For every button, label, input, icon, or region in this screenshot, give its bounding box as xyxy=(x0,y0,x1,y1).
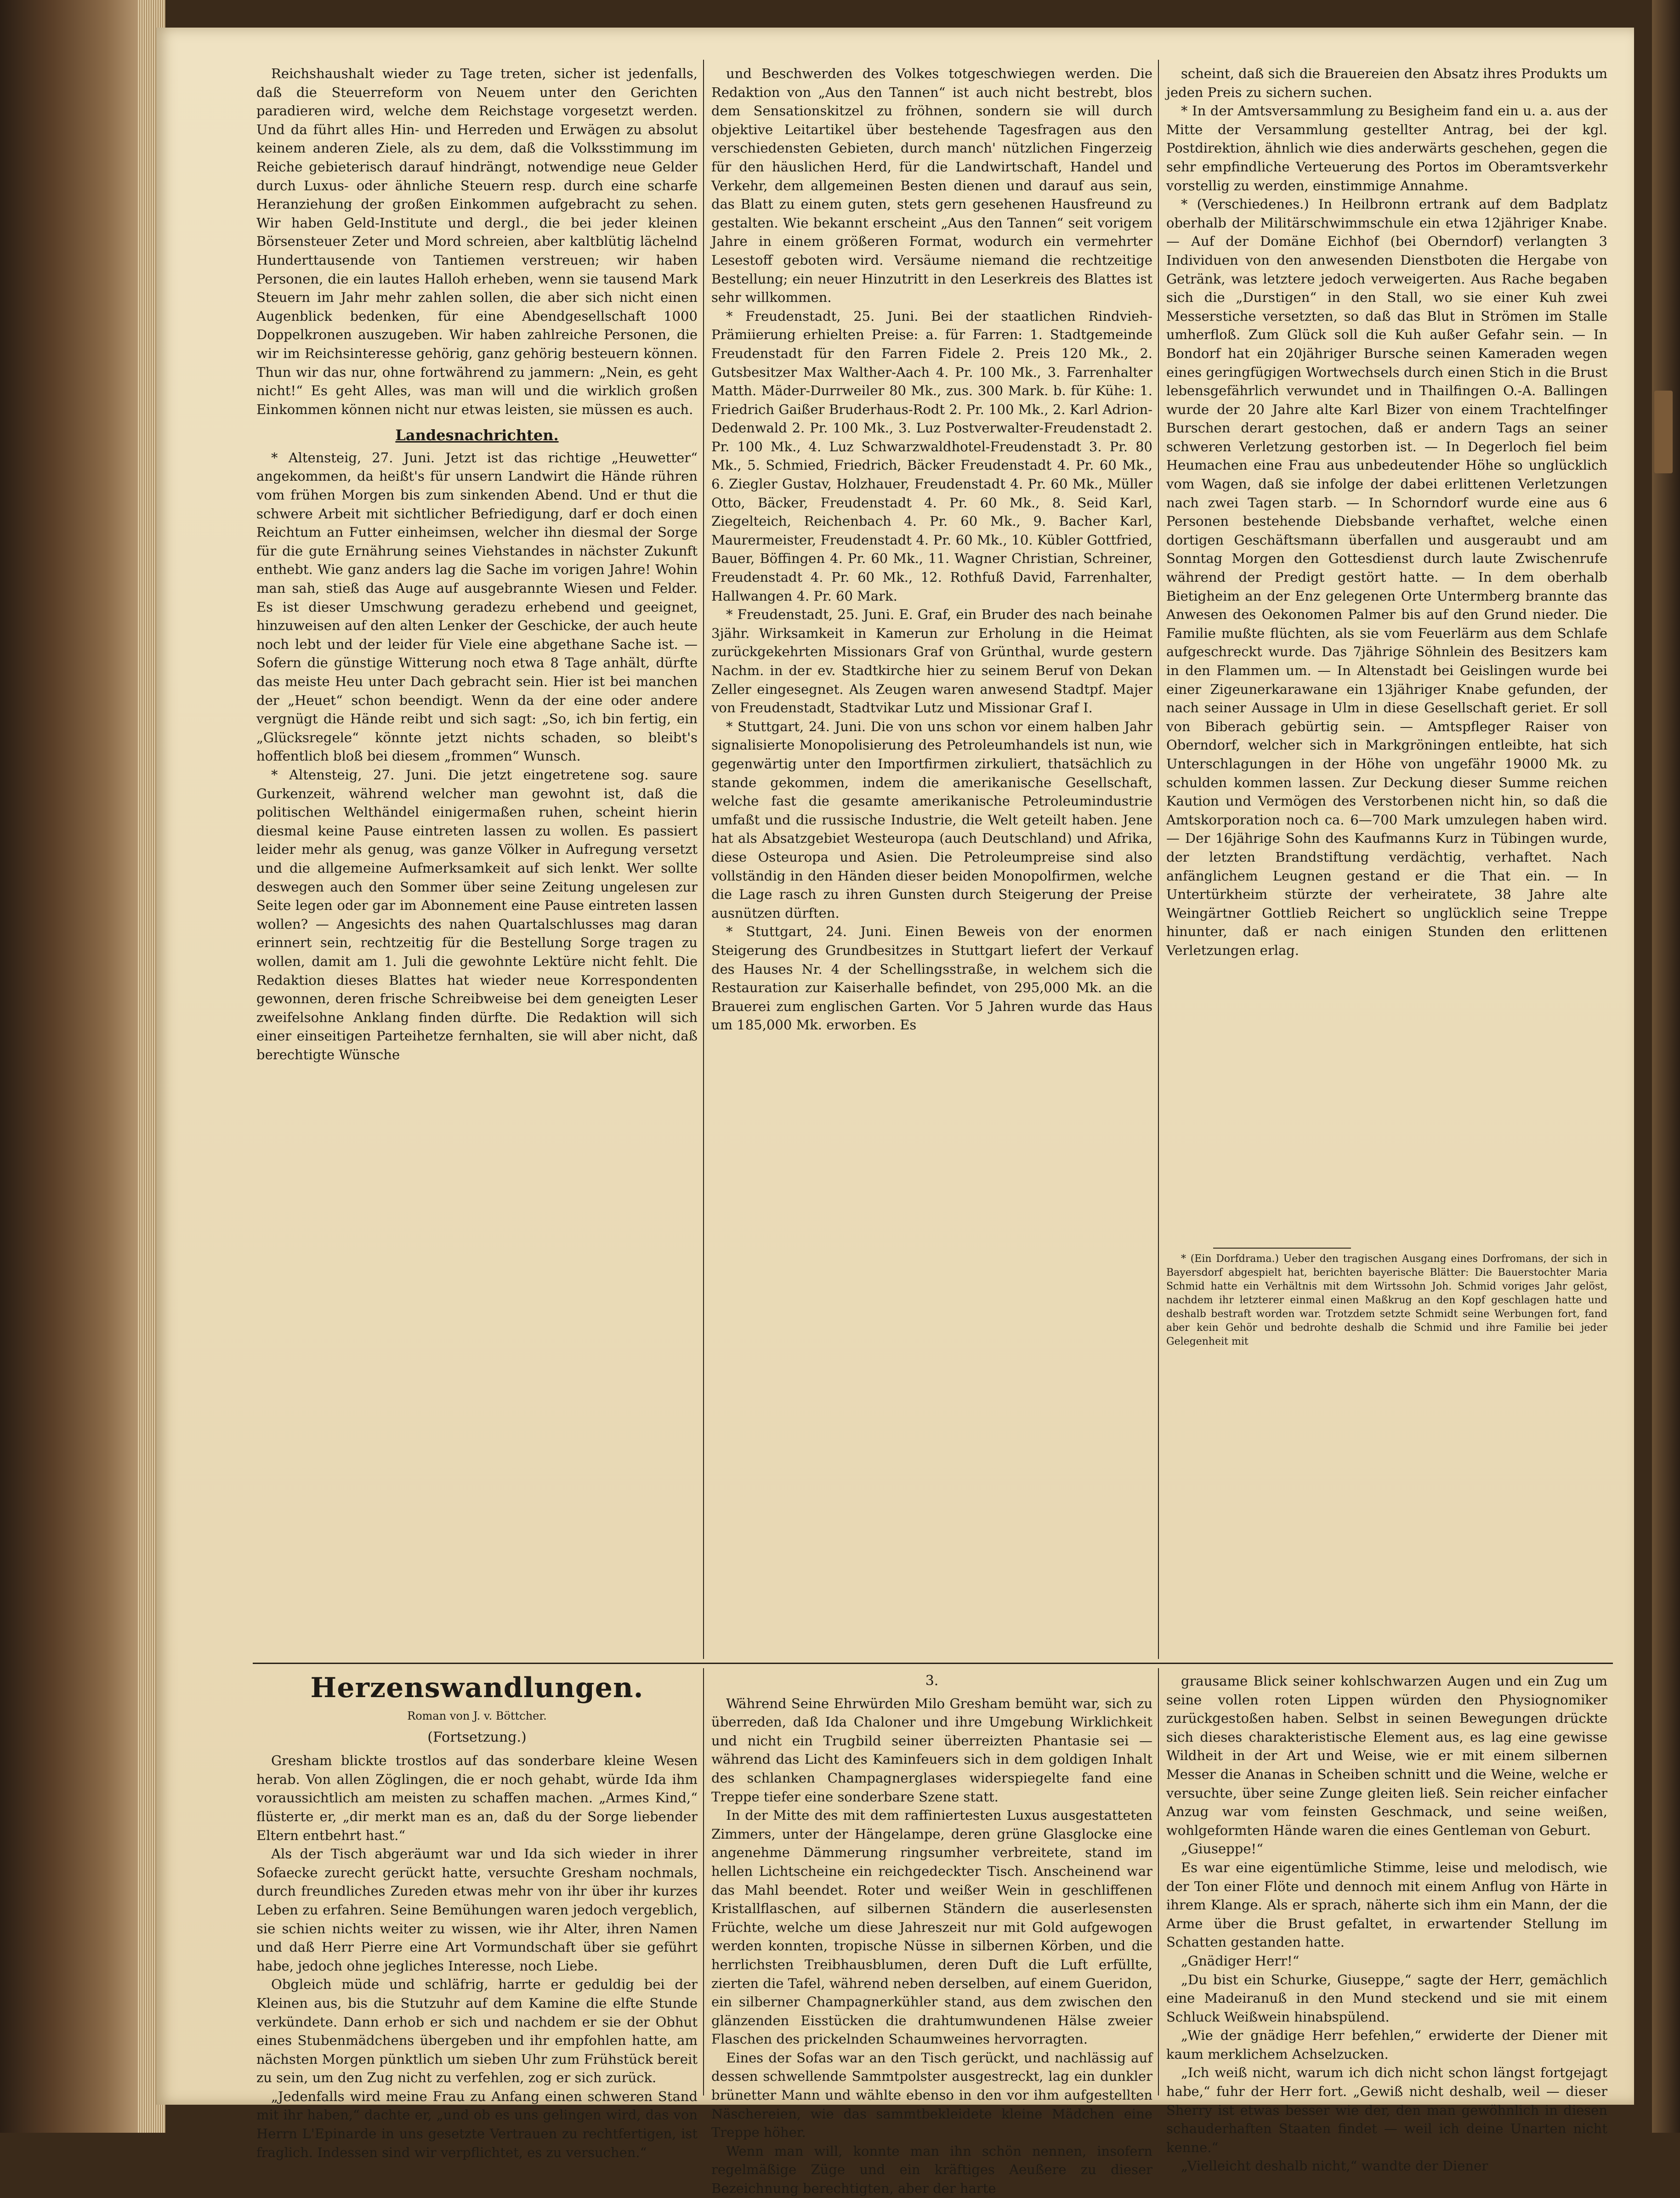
paragraph: Gresham blickte trostlos auf das sonderbare kleine Wesen herab. Von allen Zöglingen, die er noch gehabt, würde Ida ihm voraussichtlich am meisten zu schaffen machen. „Armes Kind,“ flüsterte er, „dir merkt man es an, daß du der Sorge liebender Eltern entbehrt hast.“ xyxy=(256,1753,698,1843)
paragraph: * In der Amtsversammlung zu Besigheim fand ein u. a. aus der Mitte der Versammlung gestellter Antrag, bei der kgl. Postdirektion, ähnlich wie dies anderwärts geschehen, gegen die sehr empfindliche Verteuerung des Portos im Oberamtsverkehr vorstellig zu werden, einstimmige Annahme. xyxy=(1166,103,1607,193)
paragraph: In der Mitte des mit dem raffiniertesten Luxus ausgestatteten Zimmers, unter der Hängelampe, deren grüne Glasglocke eine angenehme Dämmerung ringsumher verbreitete, stand im hellen Lichtscheine ein reichgedeckter Tisch. Anscheinend war das Mahl beendet. Roter und weißer Wein in geschliffenen Kristallflaschen, auf silbernen Ständern die auserlesensten Früchte, welche um diese Jahreszeit nur mit Gold aufgewogen werden konnten, tropische Nüsse in silbernen Körben, und die herrlichsten Treibhausblumen, deren Duft die Luft erfüllte, zierten die Tafel, während neben derselben, auf einem Gueridon, ein silberner Champagnerkühler stand, aus dem zwischen den glänzenden Eisstücken die drahtumwundenen Hälse zweier Flaschen des prickelnden Schaumweines hervorragten. xyxy=(711,1807,1152,2047)
column-rule xyxy=(703,1668,704,2096)
feuilleton-column-3 xyxy=(1166,1672,1607,2174)
paragraph: * Stuttgart, 24. Juni. Einen Beweis von der enormen Steigerung des Grundbesitzes in Stuttgart liefert der Verkauf des Hauses Nr. 4 der Schellingsstraße, in welchem sich die Restauration zur Kaiserhalle befindet, von 295,000 Mk. an die Brauerei zum englischen Garten. Vor 5 Jahren wurde das Haus um 185,000 Mk. erworben. Es xyxy=(711,924,1152,1033)
column-rule xyxy=(1158,60,1159,1659)
news-list-col2 xyxy=(711,64,1152,1034)
paragraph: „Vielleicht deshalb nicht,“ wandte der Diener xyxy=(1181,2158,1488,2174)
paragraph: „Wie der gnädige Herr befehlen,“ erwiderte der Diener mit kaum merklichem Achselzucken. xyxy=(1166,2028,1607,2062)
paragraph: grausame Blick seiner kohlschwarzen Augen und ein Zug um seine vollen roten Lippen würden den Physiognomiker zurückgestoßen haben. Selbst in seinen Bewegungen drückte sich dieses charakteristische Element aus, es lag eine gewisse Wildheit in der Art und Weise, wie er mit einem silbernen Messer die Ananas in Scheiben schnitt und die Weine, welche er versuchte, über seine Zunge gleiten ließ. Sein reicher einfacher Anzug war vom feinsten Geschmack, und seine weißen, wohlgeformten Hände waren die eines Gentleman von Geburt. xyxy=(1166,1673,1607,1838)
paragraph: * Freudenstadt, 25. Juni. E. Graf, ein Bruder des nach beinahe 3jähr. Wirksamkeit in Kamerun zur Erholung in die Heimat zurückgekehrten Missionars Graf von Grünthal, wurde gestern Nachm. in der ev. Stadtkirche hier zu seinem Beruf von Dekan Zeller eingesegnet. Als Zeugen waren anwesend Stadtpf. Majer von Freudenstadt, Stadtvikar Lutz und Missionar Graf I. xyxy=(711,607,1152,716)
chapter-number: 3. xyxy=(925,1673,939,1689)
continuation-note: (Fortsetzung.) xyxy=(427,1729,527,1745)
novel-byline: Roman von J. v. Böttcher. xyxy=(407,1710,547,1722)
footnote-dorfdrama xyxy=(1166,1252,1607,1647)
top-column-1 xyxy=(256,64,698,1659)
book-binding xyxy=(0,0,152,2133)
novel-text-col1 xyxy=(256,1751,698,2162)
paragraph: * Stuttgart, 24. Juni. Die von uns schon vor einem halben Jahr signalisierte Monopolisierung des Petroleumhandels ist nun, wie gegenwärtig unter den Importfirmen zirkuliert, thatsächlich zu stande gekommen, indem die amerikanische Gesellschaft, welche fast die gesamte amerikanische Petroleumindustrie umfaßt und die russische Industrie, die Welt geteilt haben. Jene hat als Absatzgebiet Westeuropa (auch Deutschland) und Afrika, diese Osteuropa und Asien. Die Petroleumpreise sind also vollständig in den Händen dieser beiden Monopolfirmen, welche die Lage rasch zu ihren Gunsten durch Steigerung der Preise ausnützen dürften. xyxy=(711,718,1152,921)
paragraph: Reichshaushalt wieder zu Tage treten, sicher ist jedenfalls, daß die Steuerreform von Neuem unter den Gerichten paradieren wird, welche dem Reichstage vorgesetzt werden. Und da führt alles Hin- und Herreden und Erwägen zu absolut keinem anderen Ziele, als zu dem, daß die Volksstimmung im Reiche gebieterisch darauf hindrängt, notwendige neue Gelder durch Luxus- oder ähnliche Steuern resp. durch eine scharfe Heranziehung der großen Einkommen aufgebracht zu sehen. Wir haben Geld-Institute und dergl., die bei jeder kleinen Börsensteuer Zeter und Mord schreien, aber kaltblütig lächelnd Hunderttausende von Tantiemen verstreuen; wir haben Personen, die ein lautes Halloh erheben, wenn sie tausend Mark Steuern im Jahr mehr zahlen sollen, die aber sich nicht einen Augenblick bedenken, für eine Abendgesellschaft 1000 Doppelkronen auszugeben. Wir haben zahlreiche Personen, die wir im Reichsinteresse gehörig, ganz gehörig besteuern können. Thun wir das nur, ohne fortwährend zu jammern: „Nein, es geht nicht!“ Es geht Alles, was man will und die wirklich großen Einkommen können nicht nur etwas leisten, sie müssen es auch. xyxy=(256,66,698,417)
footnote-rule xyxy=(1213,1248,1351,1249)
news-list-col3 xyxy=(1166,64,1607,960)
article-continuation xyxy=(256,64,698,419)
section-heading-landesnachrichten: Landesnachrichten. xyxy=(395,426,559,444)
paragraph: Als der Tisch abgeräumt war und Ida sich wieder in ihrer Sofaecke zurecht gerückt hatte, versuchte Gresham nochmals, durch freundliches Zureden etwas mehr von ihr über ihr kurzes Leben zu erfahren. Seine Bemühungen waren jedoch vergeblich, sie schien nichts weiter zu wissen, wie ihr Alter, ihren Namen und daß Herr Pierre eine Art Vormundschaft über sie geführt habe, jedoch ohne jegliches Interesse, noch Liebe. xyxy=(256,1846,698,1974)
feuilleton-column-2 xyxy=(711,1672,1152,2197)
paragraph: * Freudenstadt, 25. Juni. Bei der staatlichen Rindvieh-Prämiierung erhielten Preise: a. für Farren: 1. Stadtgemeinde Freudenstadt für den Farren Fidele 2. Preis 120 Mk., 2. Gutsbesitzer Max Walther-Aach 4. Pr. 100 Mk., 3. Farrenhalter Matth. Mäder-Durrweiler 80 Mk., zus. 300 Mark. b. für Kühe: 1. Friedrich Gaißer Bruderhaus-Rodt 2. Pr. 100 Mk., 2. Karl Adrion-Dedenwald 2. Pr. 100 Mk., 3. Luz Postverwalter-Freudenstadt 2. Pr. 100 Mk., 4. Luz Schwarzwaldhotel-Freudenstadt 3. Pr. 80 Mk., 5. Schmied, Friedrich, Bäcker Freudenstadt 4. Pr. 60 Mk., 6. Ziegler Gustav, Holzhauer, Freudenstadt 4. Pr. 60 Mk., Müller Otto, Bäcker, Freudenstadt 4. Pr. 60 Mk., 8. Seid Karl, Ziegelteich, Reichenbach 4. Pr. 60 Mk., 9. Bacher Karl, Maurermeister, Freudenstadt 4. Pr. 60 Mk., 10. Kübler Gottfried, Bauer, Böffingen 4. Pr. 60 Mk., 11. Wagner Christian, Schreiner, Freudenstadt 4. Pr. 60 Mk., 12. Rothfuß David, Farrenhalter, Hallwangen 4. Pr. 60 Mark. xyxy=(711,308,1152,604)
top-column-3 xyxy=(1166,64,1607,1241)
page-tab-marker xyxy=(1654,391,1673,473)
newspaper-page xyxy=(156,28,1634,2197)
paragraph: Eines der Sofas war an den Tisch gerückt, und nachlässig auf dessen schwellende Sammtpolster ausgestreckt, lag ein dunkler brünetter Mann und wählte ebenso in den vor ihm aufgestellten Näschereien, wie das sammtbekleidete kleine Mädchen eine Treppe höher. xyxy=(711,2050,1152,2141)
paragraph: „Du bist ein Schurke, Giuseppe,“ sagte der Herr, gemächlich eine Madeiranuß in den Mund steckend und sie mit einem Schluck Weißwein hinabspülend. xyxy=(1166,1971,1607,2025)
paragraph: * Altensteig, 27. Juni. Jetzt ist das richtige „Heuwetter“ angekommen, da heißt's für unsern Landwirt die Hände rühren vom frühen Morgen bis zum sinkenden Abend. Und er thut die schwere Arbeit mit sichtlicher Befriedigung, darf er doch einen Reichtum an Futter einheimsen, welcher ihn diesmal der Sorge für die gute Ernährung seines Viehstandes in nächster Zukunft enthebt. Wie ganz anders lag die Sache im vorigen Jahre! Wohin man sah, stieß das Auge auf ausgebrannte Wiesen und Felder. Es ist dieser Umschwung geradezu erhebend und geeignet, hinzuweisen auf den alten Lenker der Geschicke, der auch heute noch lebt und der leider für Viele eine abgethane Sache ist. — Sofern die günstige Witterung noch etwa 8 Tage anhält, dürfte das meiste Heu unter Dach gebracht sein. Hier ist bei manchen der „Heuet“ schon beendigt. Wenn da der eine oder andere vergnügt die Hände reibt und sich sagt: „So, ich bin fertig, ein „Glücksregele“ könnte jetzt nichts schaden, so bleibt's hoffentlich bloß bei diesem „frommen“ Wunsch. xyxy=(256,449,698,764)
next-page-edge xyxy=(1652,0,1680,2133)
paragraph: „Gnädiger Herr!“ xyxy=(1181,1953,1300,1969)
local-news-list xyxy=(256,449,698,1064)
novel-title: Herzenswandlungen. xyxy=(310,1672,644,1704)
paragraph: * Altensteig, 27. Juni. Die jetzt eingetretene sog. saure Gurkenzeit, während welcher man gewohnt ist, daß die politischen Welthändel einigermaßen ruhen, scheint hierin diesmal keine Pause eintreten lassen zu wollen. Es passiert leider mehr als genug, was ganze Völker in Aufregung versetzt und die allgemeine Aufmerksamkeit auf sich lenkt. Wer sollte deswegen auch den Sommer über seine Zeitung ungelesen zur Seite legen oder gar im Abonnement eine Pause eintreten lassen wollen? — Angesichts des nahen Quartalschlusses mag daran erinnert sein, rechtzeitig für die Bestellung Sorge tragen zu wollen, damit am 1. Juli die gewohnte Lektüre nicht fehlt. Die Redaktion dieses Blattes hat wieder neue Korrespondenten gewonnen, deren frische Schreibweise bei dem geneigten Leser zweifelsohne Anklang finden dürfte. Die Redaktion will sich einer einseitigen Parteihetze fernhalten, sie will aber nicht, daß berechtigte Wünsche xyxy=(256,767,698,1062)
paragraph: scheint, daß sich die Brauereien den Absatz ihres Produkts um jeden Preis zu sichern suchen. xyxy=(1166,66,1607,100)
paragraph: „Jedenfalls wird meine Frau zu Anfang einen schweren Stand mit ihr haben,“ dachte er, „und ob es uns gelingen wird, das von Herrn L'Epinarde in uns gesetzte Vertrauen zu rechtfertigen, ist fraglich. Indessen sind wir verpflichtet, es zu versuchen.“ xyxy=(256,2088,698,2160)
paragraph: und Beschwerden des Volkes totgeschwiegen werden. Die Redaktion von „Aus den Tannen“ ist auch nicht bestrebt, blos dem Sensationskitzel zu fröhnen, sondern sie will durch objektive Leitartikel über bestehende Tagesfragen aus den verschiedensten Gebieten, durch manch' nützlichen Fingerzeig für den häuslichen Herd, für die Landwirtschaft, Handel und Verkehr, dem allgemeinen Besten dienen und darauf aus sein, das Blatt zu einem guten, stets gern gesehenen Hausfreund zu gestalten. Wie bekannt erscheint „Aus den Tannen“ seit vorigem Jahre in einem größeren Format, wodurch ein vermehrter Lesestoff geboten wird. Versäume niemand die rechtzeitige Bestellung; ein neuer Hinzutritt in den Leserkreis des Blattes ist sehr willkommen. xyxy=(711,66,1152,306)
paragraph: Obgleich müde und schläfrig, harrte er geduldig bei der Kleinen aus, bis die Stutzuhr auf dem Kamine die elfte Stunde verkündete. Dann erhob er sich und nachdem er sie der Obhut eines Stubenmädchens übergeben und ihr empfohlen hatte, am nächsten Morgen pünktlich um sieben Uhr zum Frühstück bereit zu sein, um den Zug nicht zu verfehlen, zog er sich zurück. xyxy=(256,1976,698,2086)
paragraph: Während Seine Ehrwürden Milo Gresham bemüht war, sich zu überreden, daß Ida Chaloner und ihre Umgebung Wirklichkeit und nicht ein Trugbild seiner überreizten Phantasie sei — während das Licht des Kaminfeuers sich in dem goldigen Inhalt des schlanken Champagnerglases widerspiegelte fand eine Treppe tiefer eine sonderbare Szene statt. xyxy=(711,1695,1152,1805)
novel-text-col3 xyxy=(1166,1672,1607,2175)
top-column-2 xyxy=(711,64,1152,1659)
novel-text-col2 xyxy=(711,1694,1152,2198)
paragraph: * (Verschiedenes.) In Heilbronn ertrank auf dem Badplatz oberhalb der Militärschwimmschule ein etwa 12jähriger Knabe. — Auf der Domäne Eichhof (bei Oberndorf) verlangten 3 Individuen von den anwesenden Dienstboten die Hergabe von Getränk, was letztere jedoch verweigerten. Aus Rache begaben sich die „Durstigen“ in den Stall, wo sie einer Kuh zwei Messerstiche versetzten, so daß das Blut in Strömen im Stalle umherfloß. Zum Glück soll die Kuh außer Gefahr sein. — In Bondorf hat ein 20jähriger Bursche seinen Kameraden wegen eines geringfügigen Wortwechsels durch einen Stich in die Brust lebensgefährlich verwundet und in Thailfingen O.-A. Ballingen wurde der 20 Jahre alte Karl Bizer von einem Trachtelfinger Burschen derart gestochen, daß er andern Tags an seiner schweren Verletzung gestorben ist. — In Degerloch fiel beim Heumachen eine Frau aus unbedeutender Höhe so unglücklich vom Wagen, daß sie infolge der dabei erlittenen Verletzungen nach zwei Tagen starb. — In Schorndorf wurde eine aus 6 Personen bestehende Diebsbande verhaftet, welche einen dortigen Geschäftsmann überfallen und ausgeraubt und am Sonntag Morgen den Gottesdienst durch laute Zwischenrufe während der Predigt gestört hatte. — In dem oberhalb Bietigheim an der Enz gelegenen Orte Untermberg brannte das Anwesen des Oekonomen Palmer bis auf den Grund nieder. Die Familie mußte flüchten, als sie vom Feuerlärm aus dem Schlafe aufgeschreckt wurde. Das 7jährige Söhnlein des Besitzers kam in den Flammen um. — In Altenstadt bei Geislingen wurde bei einer Zigeunerkarawane ein 13jähriger Knabe gefunden, der nach seiner Aussage in Ulm in diese Gesellschaft geriet. Er soll von Biberach gebürtig sein. — Amtspfleger Raiser von Oberndorf, welcher sich in Markgröningen entleibte, hat sich Unterschlagungen in der Höhe von ungefähr 19000 Mk. zu schulden kommen lassen. Zur Deckung dieser Summe reichen Kaution und Vermögen des Verstorbenen nicht hin, so daß die Amtskorporation noch ca. 6—700 Mark umzulegen haben wird. — Der 16jährige Sohn des Kaufmanns Kurz in Tübingen wurde, der letzten Brandstiftung verdächtig, verhaftet. Nach anfänglichem Leugnen gestand er die That ein. — In Untertürkheim stürzte der verheiratete, 38 Jahre alte Weingärtner Gottlieb Reichert so unglücklich seine Treppe hinunter, daß er nach einigen Stunden den erlittenen Verletzungen erlag. xyxy=(1166,196,1607,958)
footnote-text: * (Ein Dorfdrama.) Ueber den tragischen Ausgang eines Dorfromans, der sich in Bayersdorf abgespielt hat, berichten bayerische Blätter: Die Bauerstochter Maria Schmid hatte ein Verhältnis mit dem Wirtssohn Joh. Schmid voriges Jahr gelöst, nachdem ihr letzterer einmal einen Maßkrug an den Kopf geschlagen hatte und deshalb bestraft worden war. Trotzdem setzte Schmidt seine Werbungen fort, fand aber kein Gehör und bedrohte deshalb die Schmid und ihre Familie bei jeder Gelegenheit mit xyxy=(1166,1253,1607,1347)
paragraph: Wenn man will, konnte man ihn schön nennen, insofern regelmäßige Züge und ein kräftiges Aeußere zu dieser Bezeichnung berechtigten, aber der harte xyxy=(711,2143,1152,2197)
paragraph: „Giuseppe!“ xyxy=(1181,1841,1263,1857)
paragraph: Es war eine eigentümliche Stimme, leise und melodisch, wie der Ton einer Flöte und dennoch mit einem Anflug von Härte in ihrem Klange. Als er sprach, näherte sich ihm ein Mann, der die Arme über die Brust gefaltet, in erwartender Stellung im Schatten gestanden hatte. xyxy=(1166,1859,1607,1950)
paragraph: „Ich weiß nicht, warum ich dich nicht schon längst fortgejagt habe,“ fuhr der Herr fort. „Gewiß nicht deshalb, weil — dieser Sherry ist etwas besser wie der, den man gewöhnlich in diesen schauderhaften Staaten findet — weil ich deine Unarten nicht kenne.“ xyxy=(1166,2065,1607,2155)
column-rule xyxy=(703,60,704,1659)
column-rule xyxy=(1158,1668,1159,2096)
feuilleton-column-1 xyxy=(256,1672,698,2160)
section-separator xyxy=(253,1663,1613,1664)
